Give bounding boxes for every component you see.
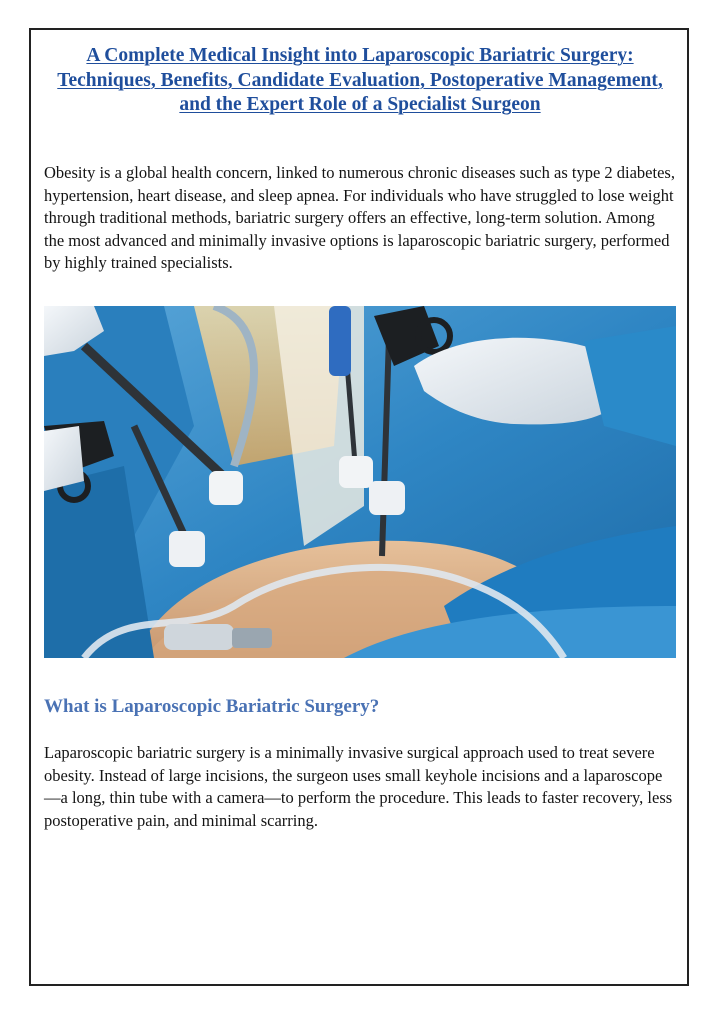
laparoscopic-surgery-photo (44, 306, 676, 658)
document-title: A Complete Medical Insight into Laparoscopic Bariatric Surgery: Techniques, Benefits, Candidate Evaluation, Postoperative Management, and the Expert Role of a Specialist Surgeon (57, 45, 663, 115)
section-paragraph: Laparoscopic bariatric surgery is a minimally invasive surgical approach used to treat severe obesity. Instead of large incisions, the surgeon uses small keyhole incisions and a laparoscope—a long, thin tube with a camera—to perform the procedure. This leads to faster recovery, less postoperative pain, and minimal scarring. (44, 743, 673, 830)
section-heading: What is Laparoscopic Bariatric Surgery? (44, 696, 380, 717)
intro-paragraph: Obesity is a global health concern, linked to numerous chronic diseases such as type 2 diabetes, hypertension, heart disease, and sleep apnea. For individuals who have struggled to lose weight through traditional methods, bariatric surgery offers an effective, long-term solution. Among the most advanced and minimally invasive options is laparoscopic bariatric surgery, performed by highly trained specialists. (44, 163, 675, 273)
